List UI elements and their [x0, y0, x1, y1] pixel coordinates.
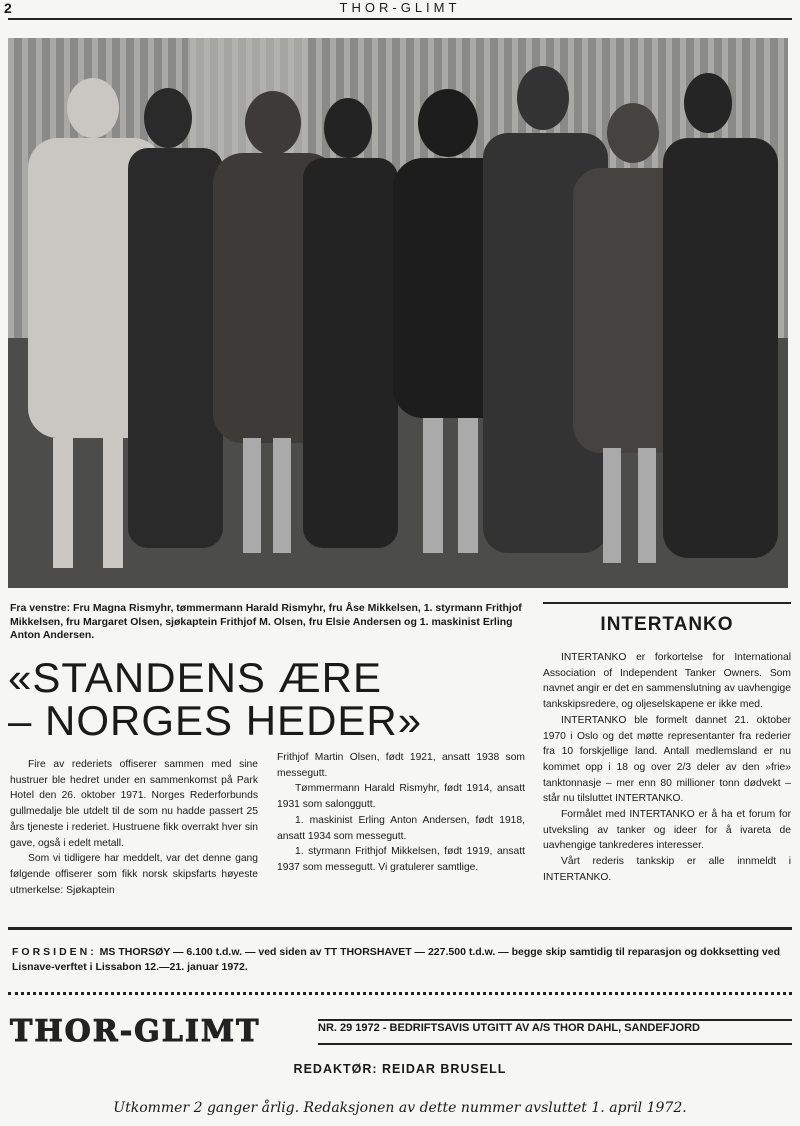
- masthead-rule-bottom: [318, 1043, 792, 1045]
- article-paragraph: Tømmermann Harald Rismyhr, født 1914, ansatt 1931 som salonggutt.: [277, 783, 525, 811]
- article-paragraph: Fire av rederiets offiserer sammen med sine hustruer ble hedret under en sammenkomst på Park Hotel den 26. oktober 1971. Norges Rederforbunds gullmedalje ble utdelt til de som nu hadde passert 25 års tjeneste i rederiet. Hustruene fikk overrakt hver sin gave, også i edelt metall.: [10, 759, 258, 849]
- intertanko-paragraph: Formålet med INTERTANKO er å ha et forum for utveksling av tanker og ideer for å ivareta de uavhengige tankrederes interesser.: [543, 809, 791, 852]
- group-photo-icon: [8, 38, 788, 588]
- article-paragraph: Som vi tidligere har meddelt, var det denne gang følgende offiserer som fikk norsk skipsfarts høyeste utmerkelse: Sjøkaptein: [10, 853, 258, 896]
- intertanko-paragraph: Vårt rederis tankskip er alle innmeldt i INTERTANKO.: [543, 856, 791, 883]
- masthead-info: NR. 29 1972 - BEDRIFTSAVIS UTGITT AV A/S THOR DAHL, SANDEFJORD: [318, 1022, 700, 1034]
- editor-line: REDAKTØR: REIDAR BRUSELL: [293, 1062, 507, 1076]
- photo-caption: Fra venstre: Fru Magna Rismyhr, tømmermann Harald Rismyhr, fru Åse Mikkelsen, 1. styrmann Frithjof Mikkelsen, fru Margaret Olsen, sjøkaptein Frithjof M. Olsen, fru Elsie Andersen og 1. maskinist Erling Anton Andersen.: [10, 602, 522, 641]
- intertanko-rule: [543, 602, 791, 604]
- intertanko-paragraph: INTERTANKO er forkortelse for International Association of Independent Tanker Owners. Som navnet angir er det en sammenslutning av uavhengige tankskipsredere, og oljeselskapene er ikke med.: [543, 652, 791, 711]
- article-headline: [8, 656, 548, 742]
- headline-line-1: «STANDENS ÆRE: [8, 654, 382, 701]
- cover-note-label: FORSIDEN:: [12, 946, 97, 958]
- top-rule: [8, 18, 792, 20]
- group-photo: [8, 38, 788, 588]
- headline-line-2: – NORGES HEDER»: [8, 697, 423, 744]
- article-paragraph: 1. maskinist Erling Anton Andersen, født 1918, ansatt 1934 som messegutt.: [277, 814, 525, 842]
- intertanko-title: INTERTANKO: [600, 614, 734, 635]
- article-column-2: [277, 750, 525, 876]
- masthead-logo: THOR-GLIMT: [10, 1014, 261, 1049]
- dotted-divider: [8, 992, 792, 995]
- section-rule: [8, 927, 792, 930]
- masthead-rule-top: [318, 1019, 792, 1021]
- running-title: THOR-GLIMT: [339, 0, 461, 15]
- article-paragraph: Frithjof Martin Olsen, født 1921, ansatt 1938 som messegutt.: [277, 752, 525, 779]
- cover-note: [12, 945, 792, 974]
- intertanko-paragraph: INTERTANKO ble formelt dannet 21. oktober 1970 i Oslo og det møtte representanter fra rederier fra 10 forskjellige land. Antall medlemsland er nu kommet opp i 18 og over 2/3 deler av den »frie» tanktonnasje – mer enn 80 millioner tonn dødvekt – står nu tilsluttet INTERTANKO.: [543, 714, 791, 805]
- publication-note: Utkommer 2 ganger årlig. Redaksjonen av dette nummer avsluttet 1. april 1972.: [113, 1100, 687, 1116]
- cover-note-text: MS THORSØY — 6.100 t.d.w. — ved siden av TT THORSHAVET — 227.500 t.d.w. — begge skip samtidig til reparasjon og dokksetting ved Lisnave-verftet i Lissabon 12.—21. januar 1972.: [12, 946, 780, 973]
- intertanko-column: [543, 650, 791, 886]
- article-paragraph: 1. styrmann Frithjof Mikkelsen, født 1919, ansatt 1937 som messegutt. Vi gratulerer samtlige.: [277, 846, 525, 873]
- article-column-1: [10, 757, 258, 898]
- page-number: 2: [4, 0, 12, 16]
